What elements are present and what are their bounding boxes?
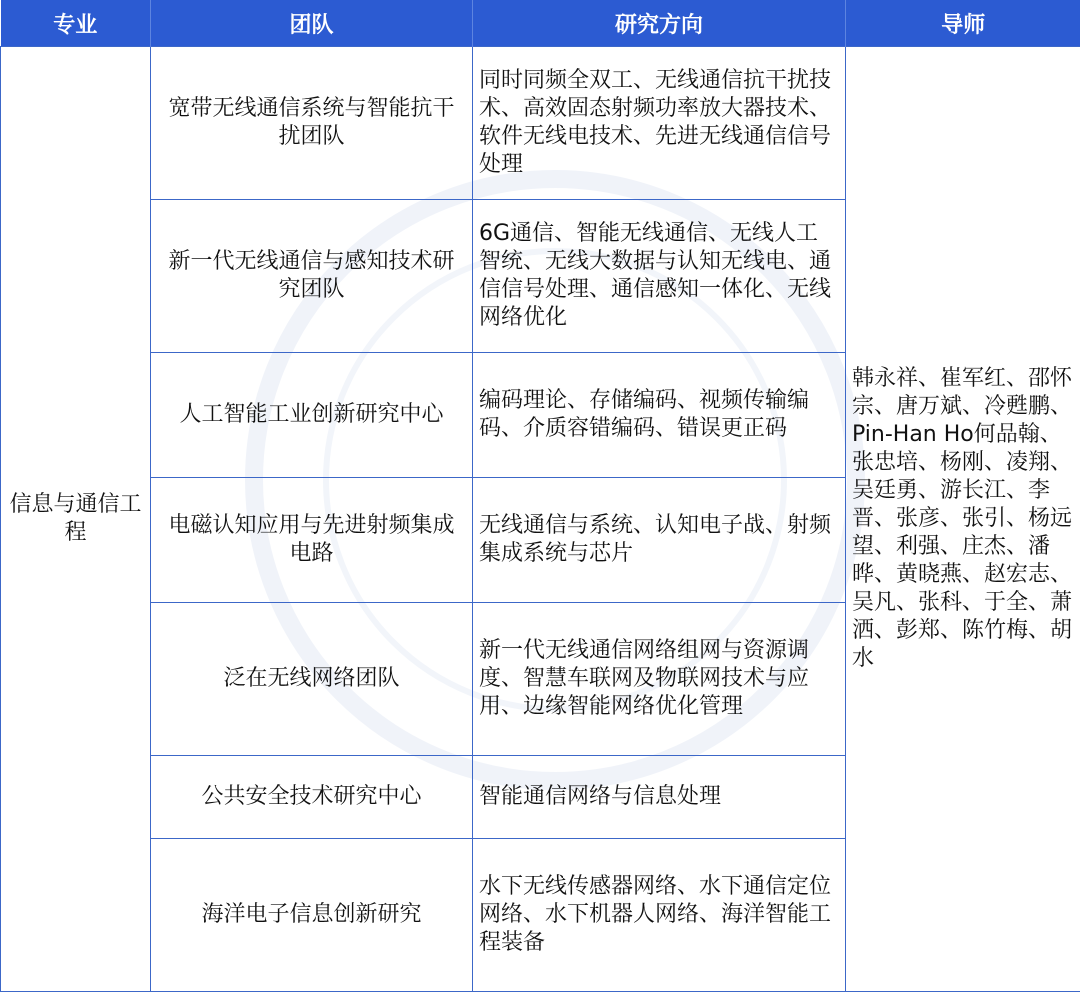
direction-cell: 新一代无线通信网络组网与资源调度、智慧车联网及物联网技术与应用、边缘智能网络优化管理 bbox=[473, 603, 846, 756]
header-major: 专业 bbox=[1, 0, 151, 47]
direction-cell: 编码理论、存储编码、视频传输编码、介质容错编码、错误更正码 bbox=[473, 353, 846, 478]
team-cell: 新一代无线通信与感知技术研究团队 bbox=[151, 200, 473, 353]
team-cell: 泛在无线网络团队 bbox=[151, 603, 473, 756]
direction-cell: 6G通信、智能无线通信、无线人工智统、无线大数据与认知无线电、通信信号处理、通信感知一体化、无线网络优化 bbox=[473, 200, 846, 353]
team-cell: 海洋电子信息创新研究 bbox=[151, 839, 473, 992]
header-team: 团队 bbox=[151, 0, 473, 47]
direction-cell: 无线通信与系统、认知电子战、射频集成系统与芯片 bbox=[473, 478, 846, 603]
team-cell: 宽带无线通信系统与智能抗干扰团队 bbox=[151, 47, 473, 200]
header-mentor: 导师 bbox=[846, 0, 1080, 47]
header-direction: 研究方向 bbox=[473, 0, 846, 47]
header-row bbox=[1, 0, 1080, 47]
table-row bbox=[1, 47, 1080, 200]
team-cell: 电磁认知应用与先进射频集成电路 bbox=[151, 478, 473, 603]
team-cell: 人工智能工业创新研究中心 bbox=[151, 353, 473, 478]
major-cell: 信息与通信工程 bbox=[1, 47, 151, 992]
direction-cell: 智能通信网络与信息处理 bbox=[473, 756, 846, 839]
direction-cell: 水下无线传感器网络、水下通信定位网络、水下机器人网络、海洋智能工程装备 bbox=[473, 839, 846, 992]
direction-cell: 同时同频全双工、无线通信抗干扰技术、高效固态射频功率放大器技术、软件无线电技术、先进无线通信信号处理 bbox=[473, 47, 846, 200]
team-cell: 公共安全技术研究中心 bbox=[151, 756, 473, 839]
mentor-cell: 韩永祥、崔军红、邵怀宗、唐万斌、冷甦鹏、Pin-Han Ho何品翰、张忠培、杨刚、凌翔、吴廷勇、游长江、李晋、张彦、张引、杨远望、利强、庄杰、潘晔、黄晓燕、赵宏志、吴凡、张科、于全、萧洒、彭郑、陈竹梅、胡水 bbox=[846, 47, 1080, 992]
